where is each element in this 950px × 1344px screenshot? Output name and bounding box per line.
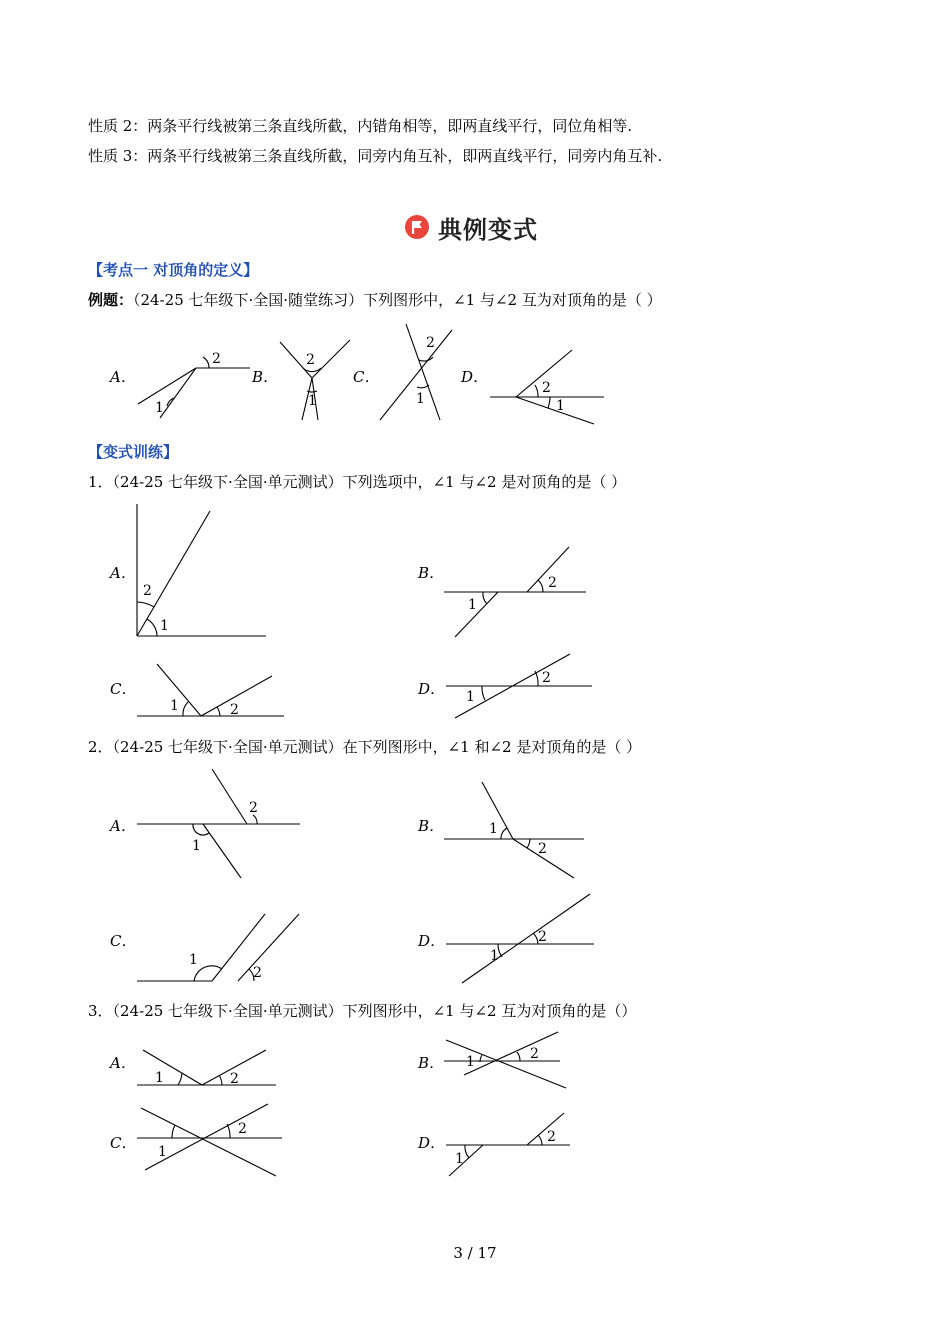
q2-option-d: D．: [418, 932, 446, 950]
example-option-b: B．: [252, 368, 279, 386]
example-figure-c: [380, 324, 452, 420]
angle-label-1: 1: [170, 698, 179, 714]
angle-label-1: 1: [155, 400, 164, 416]
example-figure-a: [138, 351, 250, 418]
property-2: 性质 2：两条平行线被第三条直线所截，内错角相等，即两直线平行，同位角相等.: [88, 117, 633, 135]
example-figure-b: [280, 340, 350, 420]
q1-option-b: B．: [418, 564, 445, 582]
angle-label-1: 1: [468, 597, 477, 613]
angle-label-2: 2: [542, 380, 551, 396]
example-text: （24-25 七年级下·全国·随堂练习）下列图形中，∠1 与∠2 互为对顶角的是（ ）: [133, 291, 662, 309]
angle-label-2: 2: [238, 1121, 247, 1137]
q2-figure-a: [137, 769, 300, 878]
q2-figure-d: [446, 894, 594, 983]
q3-option-d: D．: [418, 1134, 446, 1152]
angle-label-1: 1: [189, 952, 198, 968]
example-label: 例题：: [88, 291, 134, 309]
angle-label-2: 2: [306, 352, 315, 368]
angle-label-1: 1: [155, 1070, 164, 1086]
angle-label-2: 2: [538, 929, 547, 945]
q1-option-a: A．: [110, 564, 136, 582]
angle-label-1: 1: [308, 393, 317, 409]
angle-label-2: 2: [230, 702, 239, 718]
q3-figure-a: [137, 1050, 276, 1087]
q3-figure-c: [137, 1104, 282, 1176]
kaodian-heading: 【考点一 对顶角的定义】: [88, 261, 259, 279]
q3-option-a: A．: [110, 1054, 136, 1072]
training-heading: 【变式训练】: [88, 443, 179, 461]
q2-option-a: A．: [110, 817, 136, 835]
example-option-a: A．: [110, 368, 136, 386]
angle-label-2: 2: [538, 841, 547, 857]
q2-option-b: B．: [418, 817, 445, 835]
angle-label-2: 2: [230, 1071, 239, 1087]
q2-figure-b: [444, 782, 584, 878]
q3-option-c: C．: [110, 1134, 137, 1152]
page-number: 3 / 17: [453, 1244, 497, 1262]
angle-label-2: 2: [212, 351, 221, 367]
angle-label-1: 1: [489, 821, 498, 837]
angle-label-1: 1: [455, 1151, 464, 1167]
angle-label-1: 1: [466, 1054, 475, 1070]
angle-label-2: 2: [547, 1129, 556, 1145]
q1-figure-b: [444, 547, 586, 637]
angle-label-2: 2: [249, 800, 258, 816]
angle-label-1: 1: [160, 618, 169, 634]
angle-label-1: 1: [158, 1144, 167, 1160]
angle-label-1: 1: [416, 391, 425, 407]
question-3: 3．（24-25 七年级下·全国·单元测试）下列图形中，∠1 与∠2 互为对顶角的是（）: [88, 1002, 637, 1020]
example-option-c: C．: [353, 368, 380, 386]
q2-option-c: C．: [110, 932, 137, 950]
q1-figure-d: [446, 654, 592, 718]
q2-figure-c: [137, 914, 299, 981]
section-title: 典例变式: [438, 215, 538, 244]
angle-label-2: 2: [542, 670, 551, 686]
q3-figure-d: [446, 1113, 570, 1176]
q3-figure-b: [444, 1032, 566, 1088]
q1-figure-a: [137, 504, 266, 636]
angle-label-2: 2: [253, 965, 262, 981]
angle-label-2: 2: [548, 575, 557, 591]
example-figure-d: [490, 350, 604, 424]
q3-option-b: B．: [418, 1054, 445, 1072]
angle-label-2: 2: [143, 583, 152, 599]
angle-label-2: 2: [530, 1046, 539, 1062]
q1-option-d: D．: [418, 680, 446, 698]
angle-label-2: 2: [426, 335, 435, 351]
angle-label-1: 1: [556, 398, 565, 414]
q1-figure-c: [137, 664, 284, 718]
question-1: 1．（24-25 七年级下·全国·单元测试）下列选项中，∠1 与∠2 是对顶角的是（ ）: [88, 473, 627, 491]
angle-label-1: 1: [466, 689, 475, 705]
angle-label-1: 1: [192, 838, 201, 854]
angle-label-1: 1: [490, 948, 499, 964]
example-option-d: D．: [461, 368, 489, 386]
q1-option-c: C．: [110, 680, 137, 698]
property-3: 性质 3：两条平行线被第三条直线所截，同旁内角互补，即两直线平行，同旁内角互补.: [88, 147, 663, 165]
question-2: 2．（24-25 七年级下·全国·单元测试）在下列图形中，∠1 和∠2 是对顶角的是（ ）: [88, 738, 642, 756]
